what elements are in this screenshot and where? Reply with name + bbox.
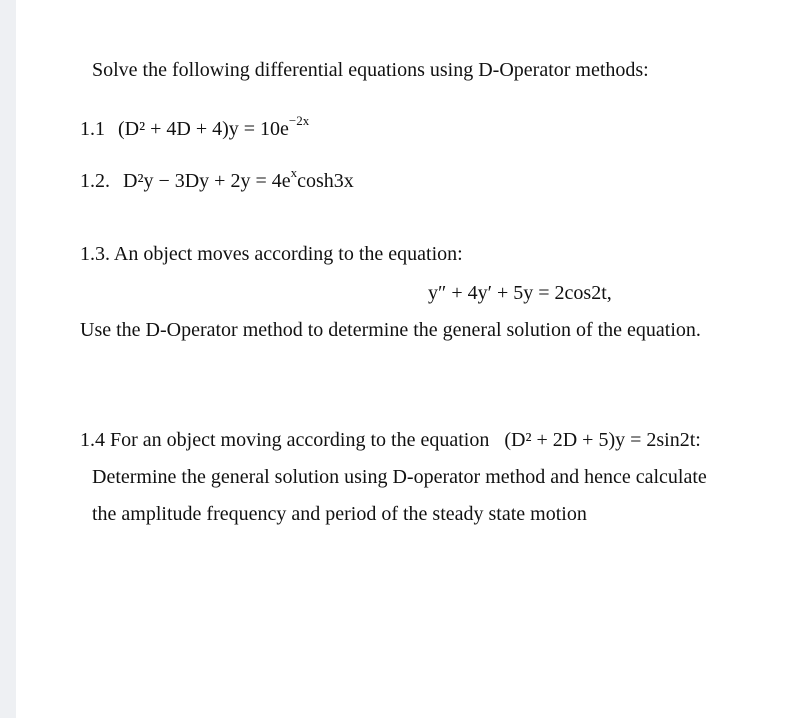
problem-1-2-equation: $D^2y - 3Dy + 2y = 4e^x\cosh 3x$	[123, 165, 354, 192]
problem-1-4-text	[80, 428, 701, 452]
problem-1-4-prompt: 1.4 For an object moving according to the equation	[80, 429, 490, 451]
problem-1-1	[80, 113, 310, 141]
problem-1-4-equation: (D² + 2D + 5)y = 2sin2t:	[504, 429, 701, 451]
problem-1-2-label: 1.2.	[80, 170, 110, 192]
problem-1-3-equation: y″ + 4y′ + 5y = 2cos2t,	[428, 282, 612, 304]
problem-1-1-equation: $(D^2 + 4D + 4)y = 10e^{-2x}$	[118, 113, 310, 140]
intro-text: Solve the following differential equations using D-Operator methods:	[92, 59, 649, 81]
problem-1-1-label: 1.1	[80, 118, 105, 140]
problem-1-3-text: 1.3. An object moves according to the equation:	[80, 243, 463, 265]
problem-1-4-line3: the amplitude frequency and period of the steady state motion	[92, 503, 587, 525]
problem-1-3-instruction: Use the D-Operator method to determine the general solution of the equation.	[80, 319, 701, 341]
problem-1-4-line2: Determine the general solution using D-operator method and hence calculate	[92, 466, 707, 488]
problem-1-2	[80, 165, 354, 193]
document-page	[16, 0, 802, 718]
